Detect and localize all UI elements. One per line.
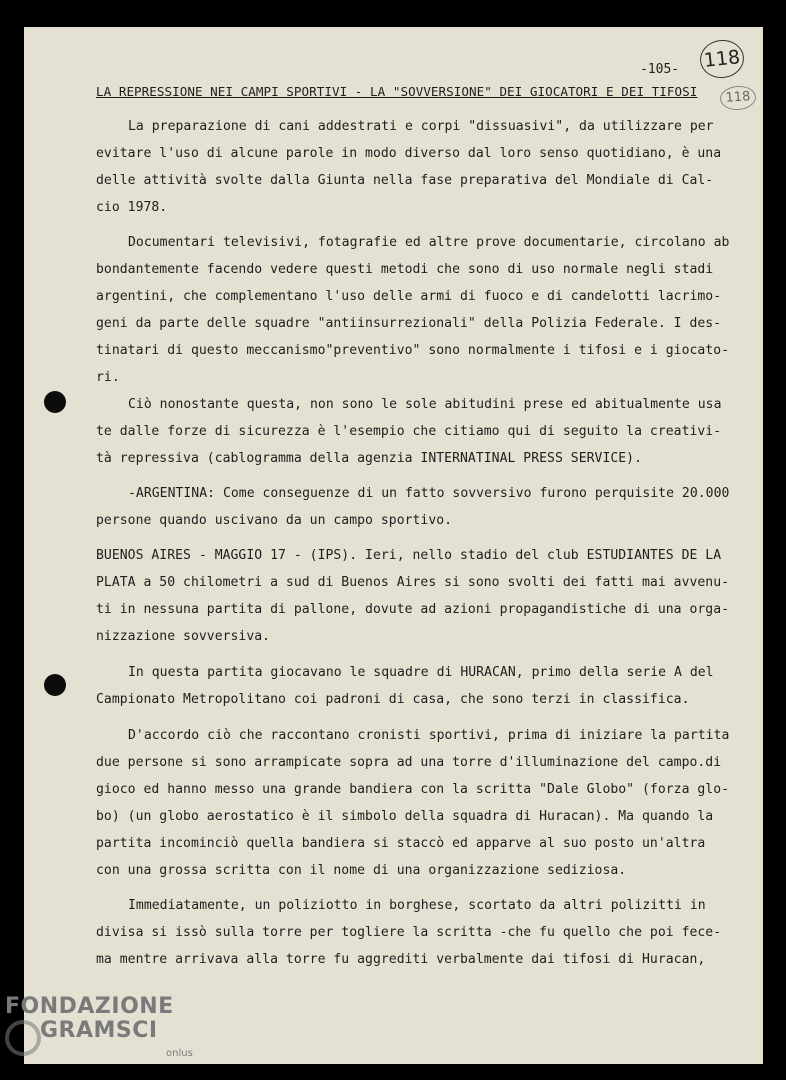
text-line: tà repressiva (cablogramma della agenzia INTERNATINAL PRESS SERVICE). [96, 451, 643, 466]
watermark-line2: GRAMSCI [40, 1018, 158, 1043]
page-heading: LA REPRESSIONE NEI CAMPI SPORTIVI - LA "SOVVERSIONE" DEI GIOCATORI E DEI TIFOSI [96, 84, 698, 99]
text-line: gioco ed hanno messo una grande bandiera con la scritta "Dale Globo" (forza glo- [96, 782, 730, 797]
text-line: con una grossa scritta con il nome di una organizzazione sediziosa. [96, 863, 627, 878]
watermark-sub: onlus [166, 1048, 193, 1059]
text-line: persone quando uscivano da un campo sportivo. [96, 513, 453, 528]
watermark-line1: FONDAZIONE [5, 994, 174, 1019]
text-line: due persone si sono arrampicate sopra ad una torre d'illuminazione del campo.di [96, 755, 722, 770]
text-line: divisa si issò sulla torre per togliere la scritta -che fu quello che poi fece- [96, 925, 722, 940]
text-line: geni da parte delle squadre "antiinsurrezionali" della Polizia Federale. I des- [96, 316, 722, 331]
text-line: nizzazione sovversiva. [96, 629, 271, 644]
text-line: argentini, che complementano l'uso delle armi di fuoco e di candelotti lacrimo- [96, 289, 722, 304]
handwritten-page-number-faint: 118 [719, 85, 757, 111]
text-line: partita incominciò quella bandiera si staccò ed apparve al suo posto un'altra [96, 836, 706, 851]
text-line: bo) (un globo aerostatico è il simbolo della squadra di Huracan). Ma quando la [96, 809, 714, 824]
text-line: evitare l'uso di alcune parole in modo diverso dal loro senso quotidiano, è una [96, 146, 722, 161]
text-line: tinatari di questo meccanismo"preventivo" sono normalmente i tifosi e i giocato- [96, 343, 730, 358]
text-line: D'accordo ciò che raccontano cronisti sportivi, prima di iniziare la partita [128, 728, 730, 743]
text-line: delle attività svolte dalla Giunta nella fase preparativa del Mondiale di Cal- [96, 173, 714, 188]
text-line: ri. [96, 370, 120, 385]
text-line: -ARGENTINA: Come conseguenze di un fatto sovversivo furono perquisite 20.000 [128, 486, 730, 501]
text-line: Immediatamente, un poliziotto in borghese, scortato da altri polizitti in [128, 898, 706, 913]
watermark-logo-icon [5, 1020, 41, 1056]
page-number: -105- [640, 62, 680, 77]
text-line: In questa partita giocavano le squadre di HURACAN, primo della serie A del [128, 665, 714, 680]
text-line: La preparazione di cani addestrati e corpi "dissuasivi", da utilizzare per [128, 119, 714, 134]
text-line: Documentari televisivi, fotagrafie ed altre prove documentarie, circolano ab [128, 235, 730, 250]
text-line: ti in nessuna partita di pallone, dovute ad azioni propagandistiche di una orga- [96, 602, 730, 617]
text-line: te dalle forze di sicurezza è l'esempio che citiamo qui di seguito la creativi- [96, 424, 722, 439]
punch-hole [44, 674, 66, 696]
text-line: cio 1978. [96, 200, 168, 215]
text-line: Ciò nonostante questa, non sono le sole abitudini prese ed abitualmente usa [128, 397, 722, 412]
punch-hole [44, 391, 66, 413]
text-line: BUENOS AIRES - MAGGIO 17 - (IPS). Ieri, nello stadio del club ESTUDIANTES DE LA [96, 548, 722, 563]
text-line: bondantemente facendo vedere questi metodi che sono di uso normale negli stadi [96, 262, 714, 277]
handwritten-page-number: 118 [698, 38, 746, 80]
text-line: PLATA a 50 chilometri a sud di Buenos Aires si sono svolti dei fatti mai avvenu- [96, 575, 730, 590]
text-line: Campionato Metropolitano coi padroni di casa, che sono terzi in classifica. [96, 692, 690, 707]
text-line: ma mentre arrivava alla torre fu aggrediti verbalmente dai tifosi di Huracan, [96, 952, 706, 967]
